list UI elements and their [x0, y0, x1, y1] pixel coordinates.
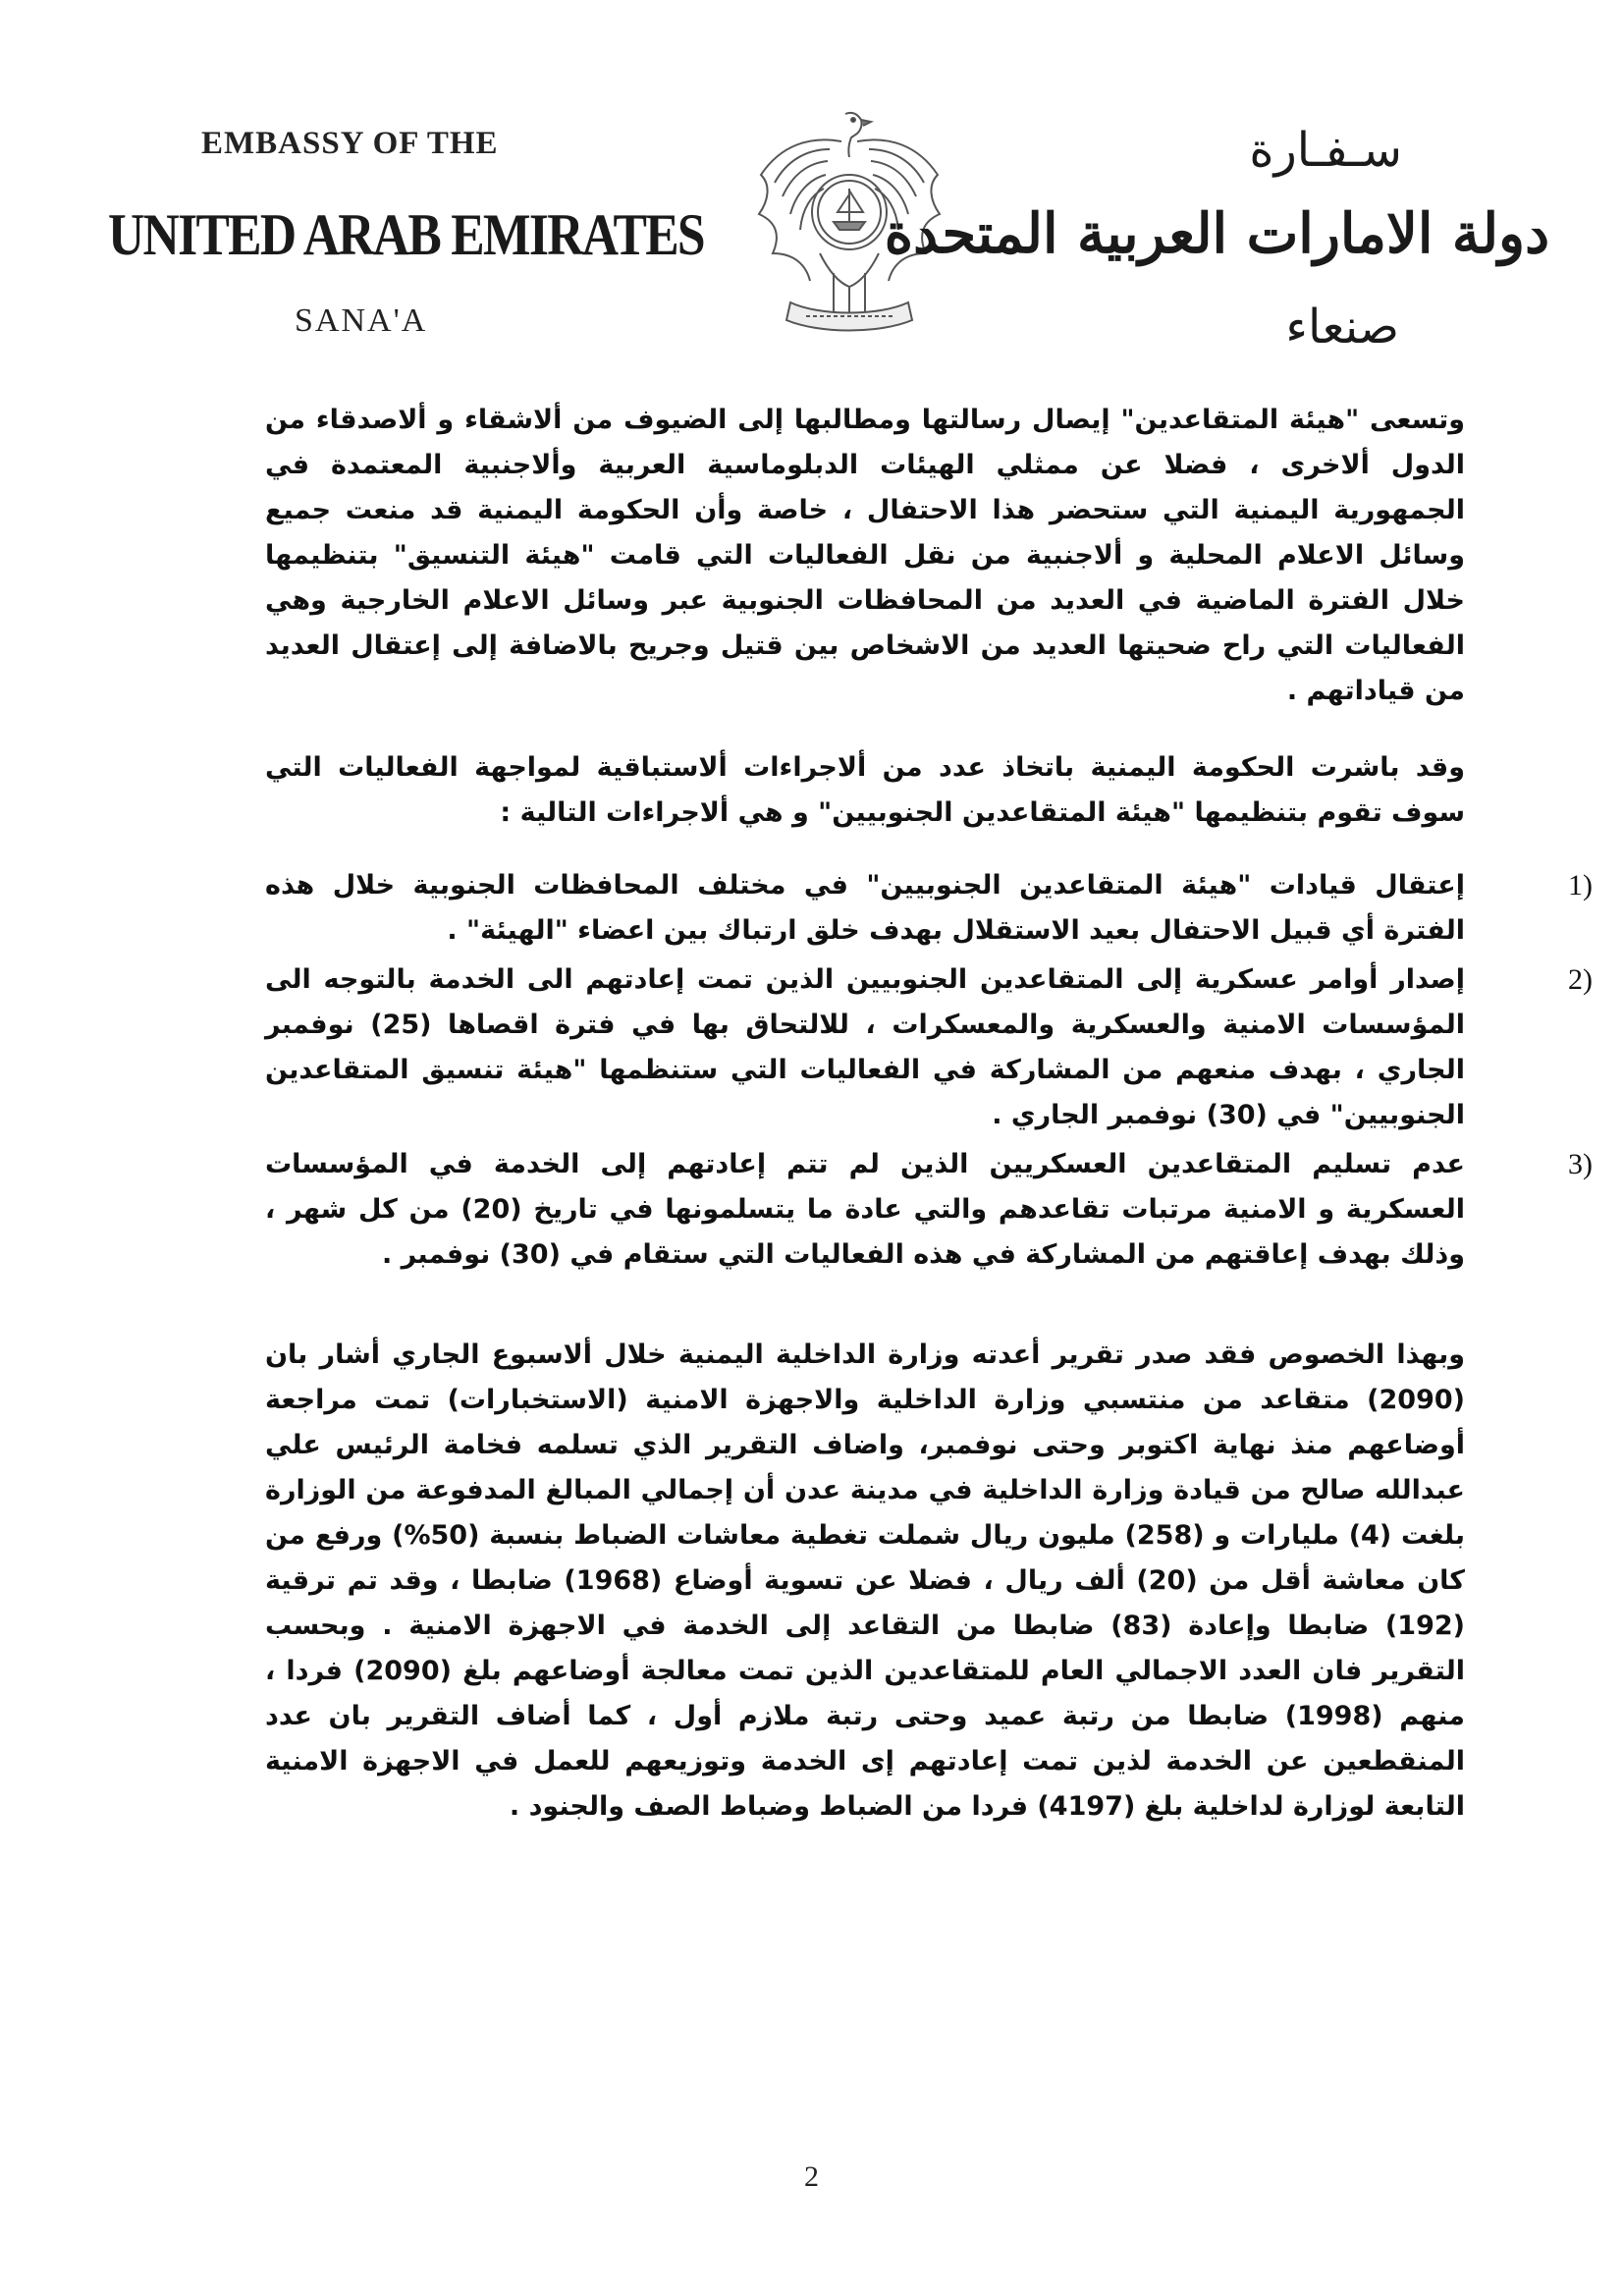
list-item-text: إعتقال قيادات "هيئة المتقاعدين الجنوبيين" في مختلف المحافظات الجنوبية خلال هذه الفترة أي قبيل الاحتفال بعيد الاستقلال بهدف خلق ارتباك بين اعضاء "الهيئة" .: [265, 870, 1465, 946]
letterhead-arabic-line-3: صنعاء: [1285, 300, 1399, 355]
letterhead-english-line-3: SANA'A: [295, 302, 428, 339]
list-item: [265, 957, 1593, 1138]
page-number: 2: [804, 2160, 819, 2193]
list-item-text: إصدار أوامر عسكرية إلى المتقاعدين الجنوبيين الذين تمت إعادتهم الى الخدمة بالتوجه الى المؤسسات الامنية والعسكرية والمعسكرات ، للالتحاق بها في فترة اقصاها (25) نوفمبر الجاري ، بهدف منعهم من المشاركة في الفعاليات التي ستنظمها "هيئة تنسيق المتقاعدين الجنوبيين" في (30) نوفمبر الجاري .: [265, 964, 1466, 1130]
list-item: [265, 863, 1593, 954]
paragraph-2: وقد باشرت الحكومة اليمنية باتخاذ عدد من ألاجراءات ألاستباقية لمواجهة الفعاليات التي سوف تقوم بتنظيمها "هيئة المتقاعدين الجنوبيين" و هي ألاجراءات التالية :: [265, 752, 1465, 828]
letterhead-arabic-line-2: دولة الامارات العربية المتحدة: [884, 201, 1549, 266]
letterhead-english-line-1: EMBASSY OF THE: [201, 126, 499, 161]
paragraph-3: وبهذا الخصوص فقد صدر تقرير أعدته وزارة الداخلية اليمنية خلال ألاسبوع الجاري أشار بان (2090) متقاعد من منتسبي وزارة الداخلية والاجهزة الامنية (الاستخبارات) تمت مراجعة أوضاعهم منذ نهاية اكتوبر وحتى نوفمبر، واضاف التقرير الذي تسلمه فخامة الرئيس علي عبدالله صالح من قيادة وزارة الداخلية في مدينة عدن أن إجمالي المبالغ المدفوعة من الوزارة بلغت (4) مليارات و (258) مليون ريال شملت تغطية معاشات الضباط بنسبة (50%) ورفع من كان معاشة أقل من (20) ألف ريال ، فضلا عن تسوية أوضاع (1968) ضابطا ، وقد تم ترقية (192) ضابطا وإعادة (83) ضابطا من التقاعد إلى الخدمة في الاجهزة الامنية . وبحسب التقرير فان العدد الاجمالي العام للمتقاعدين الذين تمت معالجة أوضاعهم بلغ (2090) فردا ، منهم (1998) ضابطا من رتبة عميد وحتى رتبة ملازم أول ، كما أضاف التقرير بان عدد المنقطعين عن الخدمة لذين تمت إعادتهم إى الخدمة وتوزيعهم للعمل في الاجهزة الامنية التابعة لوزارة لداخلية بلغ (4197) فردا من الضباط وضباط الصف والجنود .: [265, 1339, 1466, 1822]
letterhead-arabic-line-1: سـفـارة: [1249, 123, 1402, 178]
document-body: [265, 398, 1593, 1830]
letterhead-english-line-2: UNITED ARAB EMIRATES: [108, 202, 704, 267]
list-item-number: 3): [1568, 1148, 1593, 1180]
list-item-number: 2): [1568, 963, 1593, 996]
list-item-text: عدم تسليم المتقاعدين العسكريين الذين لم تتم إعادتهم إلى الخدمة في المؤسسات العسكرية و الامنية مرتبات تقاعدهم والتي عادة ما يتسلمونها في تاريخ (20) من كل شهر ، وذلك بهدف إعاقتهم من المشاركة في هذه الفعاليات التي ستقام في (30) نوفمبر .: [265, 1149, 1465, 1270]
measures-list: [265, 863, 1593, 1278]
paragraph-1: وتسعى "هيئة المتقاعدين" إيصال رسالتها ومطالبها إلى الضيوف من ألاشقاء و ألاصدقاء من الدول ألاخرى ، فضلا عن ممثلي الهيئات الدبلوماسية العربية وألاجنبية المعتمدة في الجمهورية اليمنية التي ستحضر هذا الاحتفال ، خاصة وأن الحكومة اليمنية قد منعت جميع وسائل الاعلام المحلية و ألاجنبية من نقل الفعاليات التي قامت "هيئة التنسيق" بتنظيمها خلال الفترة الماضية في العديد من المحافظات الجنوبية عبر وسائل الاعلام الخارجية وهي الفعاليات التي راح ضحيتها العديد من الاشخاص بين قتيل وجريح بالاضافة إلى إعتقال العديد من قياداتهم .: [265, 405, 1465, 706]
list-item-number: 1): [1568, 869, 1593, 902]
list-item: [265, 1142, 1593, 1278]
